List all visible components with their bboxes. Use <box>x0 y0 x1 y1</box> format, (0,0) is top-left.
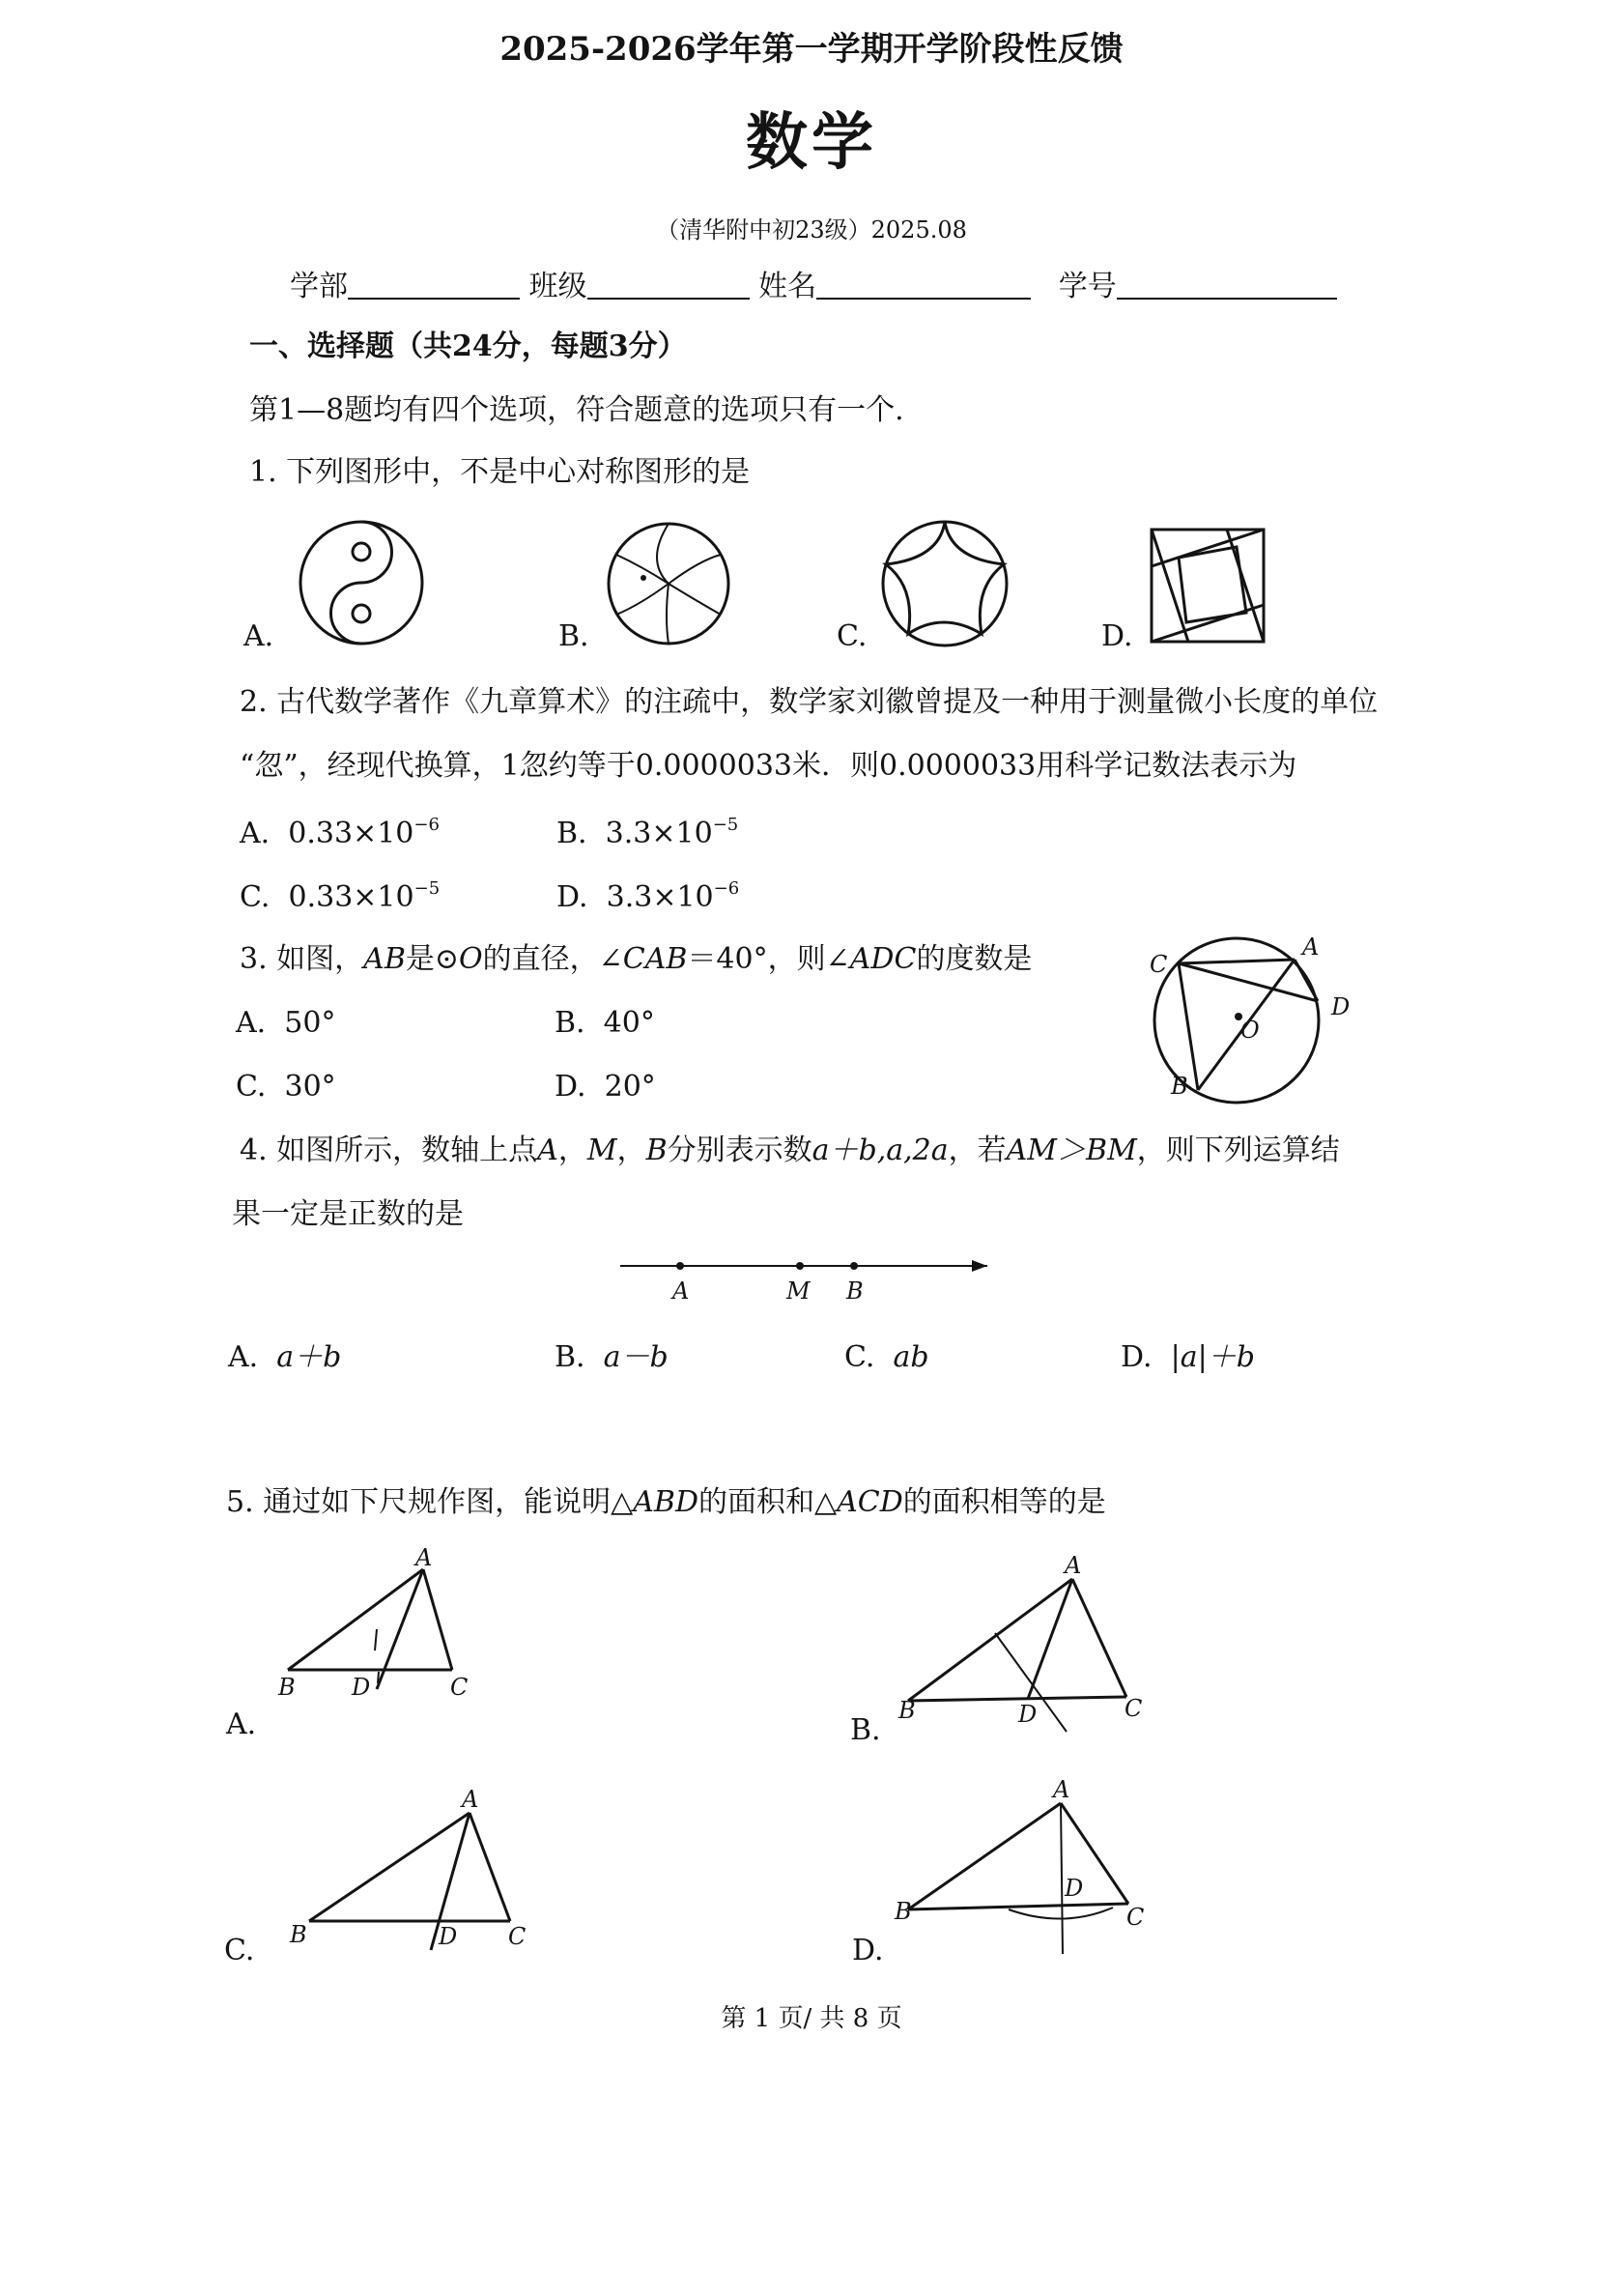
q2-stem-line2: “忽”，经现代换算，1忽约等于0.0000033米．则0.0000033用科学记数法表示为 <box>240 749 1297 783</box>
q3-label-a: A <box>1302 933 1320 961</box>
q4-stem-line2: 果一定是正数的是 <box>232 1197 464 1231</box>
q5-option-c-label: C. <box>224 1934 255 1967</box>
q2-option-a: A. $0.33\times 10^{-6}$ <box>240 815 440 850</box>
q1-option-a-label: A. <box>243 619 274 653</box>
q5c-label-c: C <box>508 1923 527 1950</box>
q1-option-c-label: C. <box>837 619 868 653</box>
q5b-label-d: D <box>1018 1701 1038 1728</box>
q5a-label-d: D <box>352 1674 371 1701</box>
q3-stem: 3. 如图，AB是⊙O的直径，∠CAB＝40°，则∠ADC的度数是 <box>240 942 1033 976</box>
q4-point-a: A <box>672 1277 690 1305</box>
q4-option-c: C. ab <box>844 1340 929 1374</box>
q5-figure-b <box>889 1552 1159 1745</box>
q5-option-a-label: A. <box>226 1708 257 1741</box>
q2-option-d: D. $3.3\times 10^{-6}$ <box>556 878 740 914</box>
field-label-dept: 学部 <box>290 270 348 303</box>
name-blank[interactable] <box>816 298 1031 300</box>
q3-label-b: B <box>1171 1073 1188 1100</box>
q3-label-d: D <box>1331 993 1351 1020</box>
exam-title: 2025-2026学年第一学期开学阶段性反馈 <box>499 30 1124 69</box>
q1-stem: 1. 下列图形中，不是中心对称图形的是 <box>249 455 751 489</box>
q5-figure-c <box>280 1778 551 1952</box>
class-blank[interactable] <box>587 298 750 300</box>
section-instruction: 第1—8题均有四个选项，符合题意的选项只有一个. <box>249 393 904 427</box>
q5-option-d-label: D. <box>852 1934 884 1967</box>
q5b-label-b: B <box>898 1697 916 1724</box>
q5c-label-d: D <box>439 1923 458 1950</box>
q5-option-b-label: B. <box>850 1713 881 1747</box>
q4-point-m: M <box>786 1277 811 1305</box>
page-footer: 第 1 页/ 共 8 页 <box>721 2004 902 2033</box>
q1-figure-c-pentagon <box>881 520 1011 649</box>
q5d-label-d: D <box>1065 1875 1084 1902</box>
field-label-class: 班级 <box>528 270 587 303</box>
q4-stem-line1: 4. 如图所示，数轴上点A，M，B分别表示数a＋b,a,2a，若AM＞BM，则下列运算结 <box>240 1134 1340 1167</box>
q3-option-d: D. 20° <box>555 1070 656 1104</box>
q5-stem: 5. 通过如下尺规作图，能说明△ABD的面积和△ACD的面积相等的是 <box>226 1485 1106 1519</box>
field-label-id: 学号 <box>1058 270 1117 303</box>
q1-figure-d-squares <box>1150 528 1267 646</box>
q4-number-line <box>614 1252 1001 1305</box>
q1-option-d-label: D. <box>1101 619 1133 653</box>
q5b-label-c: C <box>1125 1695 1143 1722</box>
subject-title: 数学 <box>746 106 877 179</box>
q4-point-b: B <box>846 1277 864 1305</box>
section-heading: 一、选择题（共24分，每题3分） <box>249 330 687 363</box>
q1-figure-a-yin-yang <box>290 522 435 647</box>
q4-option-d: D. |a|＋b <box>1121 1340 1255 1374</box>
q2-option-b: B. $3.3\times 10^{-5}$ <box>556 815 739 850</box>
q3-label-c: C <box>1150 951 1168 978</box>
q5c-label-b: B <box>290 1921 307 1948</box>
q5a-label-b: B <box>278 1674 296 1701</box>
q5d-label-c: C <box>1126 1904 1145 1931</box>
q4-option-b: B. a－b <box>555 1340 669 1374</box>
q3-option-a: A. 50° <box>236 1006 336 1040</box>
q5a-label-a: A <box>415 1544 433 1571</box>
exam-source: （清华附中初23级）2025.08 <box>656 216 967 244</box>
q5d-label-a: A <box>1053 1776 1070 1803</box>
q5d-label-b: B <box>895 1898 912 1925</box>
q3-option-c: C. 30° <box>236 1070 336 1104</box>
q5c-label-a: A <box>462 1786 479 1813</box>
id-blank[interactable] <box>1117 298 1337 300</box>
q2-stem-line1: 2. 古代数学著作《九章算术》的注疏中，数学家刘徽曾提及一种用于测量微小长度的单位 <box>240 685 1379 719</box>
q2-option-c: C. $0.33\times 10^{-5}$ <box>240 878 441 914</box>
q5-figure-a <box>270 1544 483 1707</box>
q1-figure-b-pinwheel <box>607 522 732 647</box>
dept-blank[interactable] <box>348 298 520 300</box>
q1-option-b-label: B. <box>558 619 589 653</box>
q5-figure-d <box>889 1774 1159 1967</box>
field-label-name: 姓名 <box>758 270 817 303</box>
q3-label-o: O <box>1240 1017 1260 1044</box>
q4-option-a: A. a＋b <box>228 1340 342 1374</box>
q5b-label-a: A <box>1065 1552 1082 1579</box>
q3-circle-figure <box>1140 928 1372 1102</box>
student-info-row <box>290 270 1337 303</box>
q3-option-b: B. 40° <box>555 1006 655 1040</box>
q5a-label-c: C <box>450 1674 469 1701</box>
